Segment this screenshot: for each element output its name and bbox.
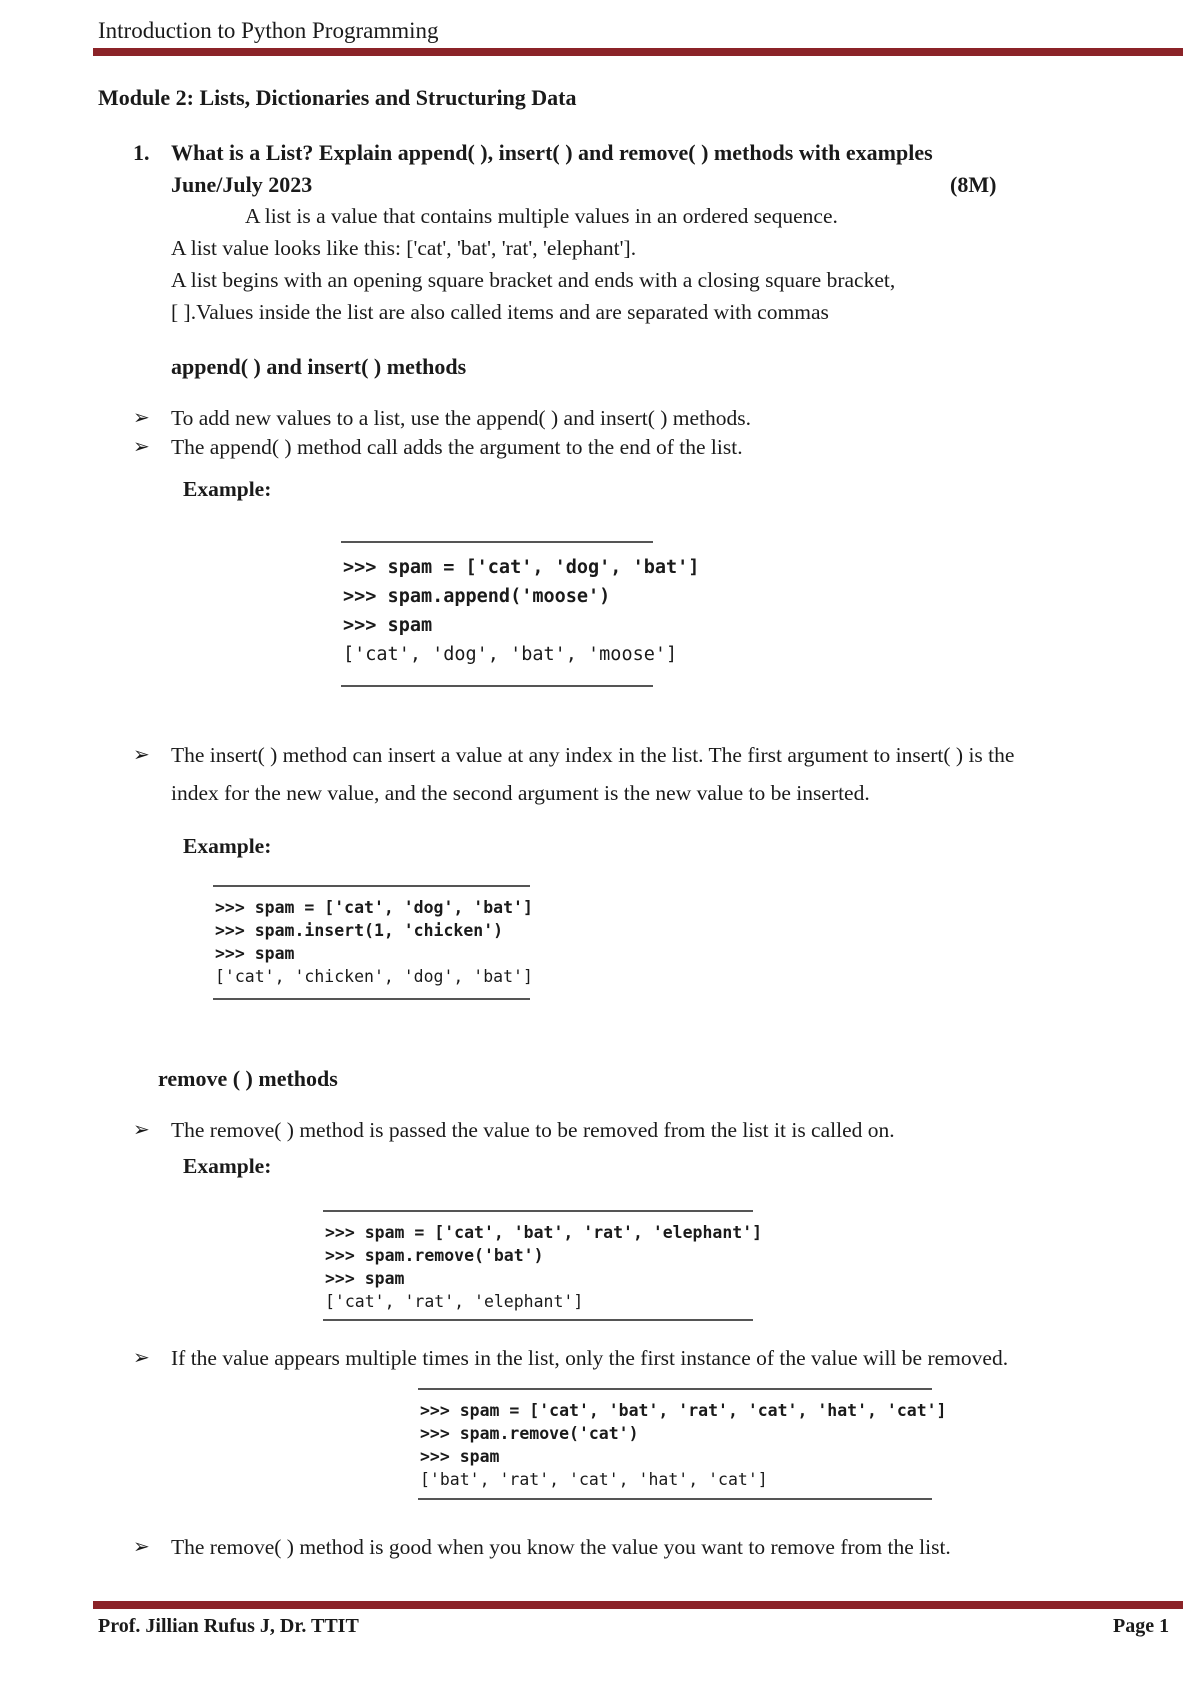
bullet-append-insert-2: The append( ) method call adds the argument to the end of the list. (171, 435, 743, 459)
module-title: Module 2: Lists, Dictionaries and Structuring Data (98, 85, 577, 110)
bullet-insert-line-1: The insert( ) method can insert a value at any index in the list. The first argument to insert( ) is the (171, 743, 1015, 767)
code-block-append (341, 541, 700, 687)
code-line: ['cat', 'dog', 'bat', 'moose'] (343, 644, 678, 665)
footer-page-number: Page 1 (1113, 1615, 1170, 1637)
code-line: >>> spam = ['cat', 'dog', 'bat'] (215, 898, 533, 917)
code-line: >>> spam = ['cat', 'dog', 'bat'] (343, 557, 700, 578)
code-line: >>> spam (215, 944, 295, 963)
bullet-remove-2: If the value appears multiple times in the list, only the first instance of the value will be removed. (171, 1346, 1009, 1370)
question-number: 1. (133, 140, 150, 165)
question-text: What is a List? Explain append( ), insert( ) and remove( ) methods with examples (171, 140, 933, 165)
code-block-remove-multiple (418, 1388, 947, 1500)
header-title: Introduction to Python Programming (98, 18, 439, 43)
intro-line-1: A list is a value that contains multiple values in an ordered sequence. (245, 204, 838, 228)
intro-line-3: A list begins with an opening square bracket and ends with a closing square bracket, (171, 268, 896, 292)
example-label: Example: (183, 477, 272, 501)
example-label: Example: (183, 1154, 272, 1178)
arrow-bullet-icon: ➢ (133, 1536, 150, 1558)
arrow-bullet-icon: ➢ (133, 1119, 150, 1141)
section-heading-remove: remove ( ) methods (158, 1066, 338, 1091)
code-line: ['cat', 'rat', 'elephant'] (325, 1292, 584, 1311)
intro-line-4: [ ].Values inside the list are also called items and are separated with commas (171, 300, 829, 324)
bullet-remove-3: The remove( ) method is good when you know the value you want to remove from the list. (171, 1535, 951, 1559)
code-line: >>> spam (343, 615, 433, 636)
code-block-remove (323, 1210, 763, 1321)
bullet-append-insert-1: To add new values to a list, use the append( ) and insert( ) methods. (171, 406, 752, 430)
code-line: >>> spam.remove('bat') (325, 1246, 544, 1265)
code-line: >>> spam (325, 1269, 405, 1288)
code-line: >>> spam = ['cat', 'bat', 'rat', 'cat', 'hat', 'cat'] (420, 1401, 947, 1420)
bullet-insert-line-2: index for the new value, and the second argument is the new value to be inserted. (171, 781, 870, 805)
bullet-remove-1: The remove( ) method is passed the value to be removed from the list it is called on. (171, 1118, 895, 1142)
header-rule (93, 48, 1183, 56)
arrow-bullet-icon: ➢ (133, 744, 150, 766)
code-line: >>> spam.remove('cat') (420, 1424, 639, 1443)
question-marks: (8M) (950, 172, 997, 197)
section-heading-append-insert: append( ) and insert( ) methods (171, 354, 467, 379)
code-line: >>> spam (420, 1447, 500, 1466)
question-date: June/July 2023 (171, 172, 313, 197)
footer-rule (93, 1601, 1183, 1609)
code-line: >>> spam.insert(1, 'chicken') (215, 921, 504, 940)
intro-line-2: A list value looks like this: ['cat', 'bat', 'rat', 'elephant']. (171, 236, 637, 260)
code-line: ['bat', 'rat', 'cat', 'hat', 'cat'] (420, 1470, 768, 1489)
example-label: Example: (183, 834, 272, 858)
arrow-bullet-icon: ➢ (133, 1347, 150, 1369)
code-line: >>> spam = ['cat', 'bat', 'rat', 'elephant'] (325, 1223, 763, 1242)
footer-author: Prof. Jillian Rufus J, Dr. TTIT (98, 1615, 359, 1637)
arrow-bullet-icon: ➢ (133, 436, 150, 458)
code-line: >>> spam.append('moose') (343, 586, 611, 607)
arrow-bullet-icon: ➢ (133, 407, 150, 429)
code-line: ['cat', 'chicken', 'dog', 'bat'] (215, 967, 533, 986)
code-block-insert (213, 885, 533, 1000)
